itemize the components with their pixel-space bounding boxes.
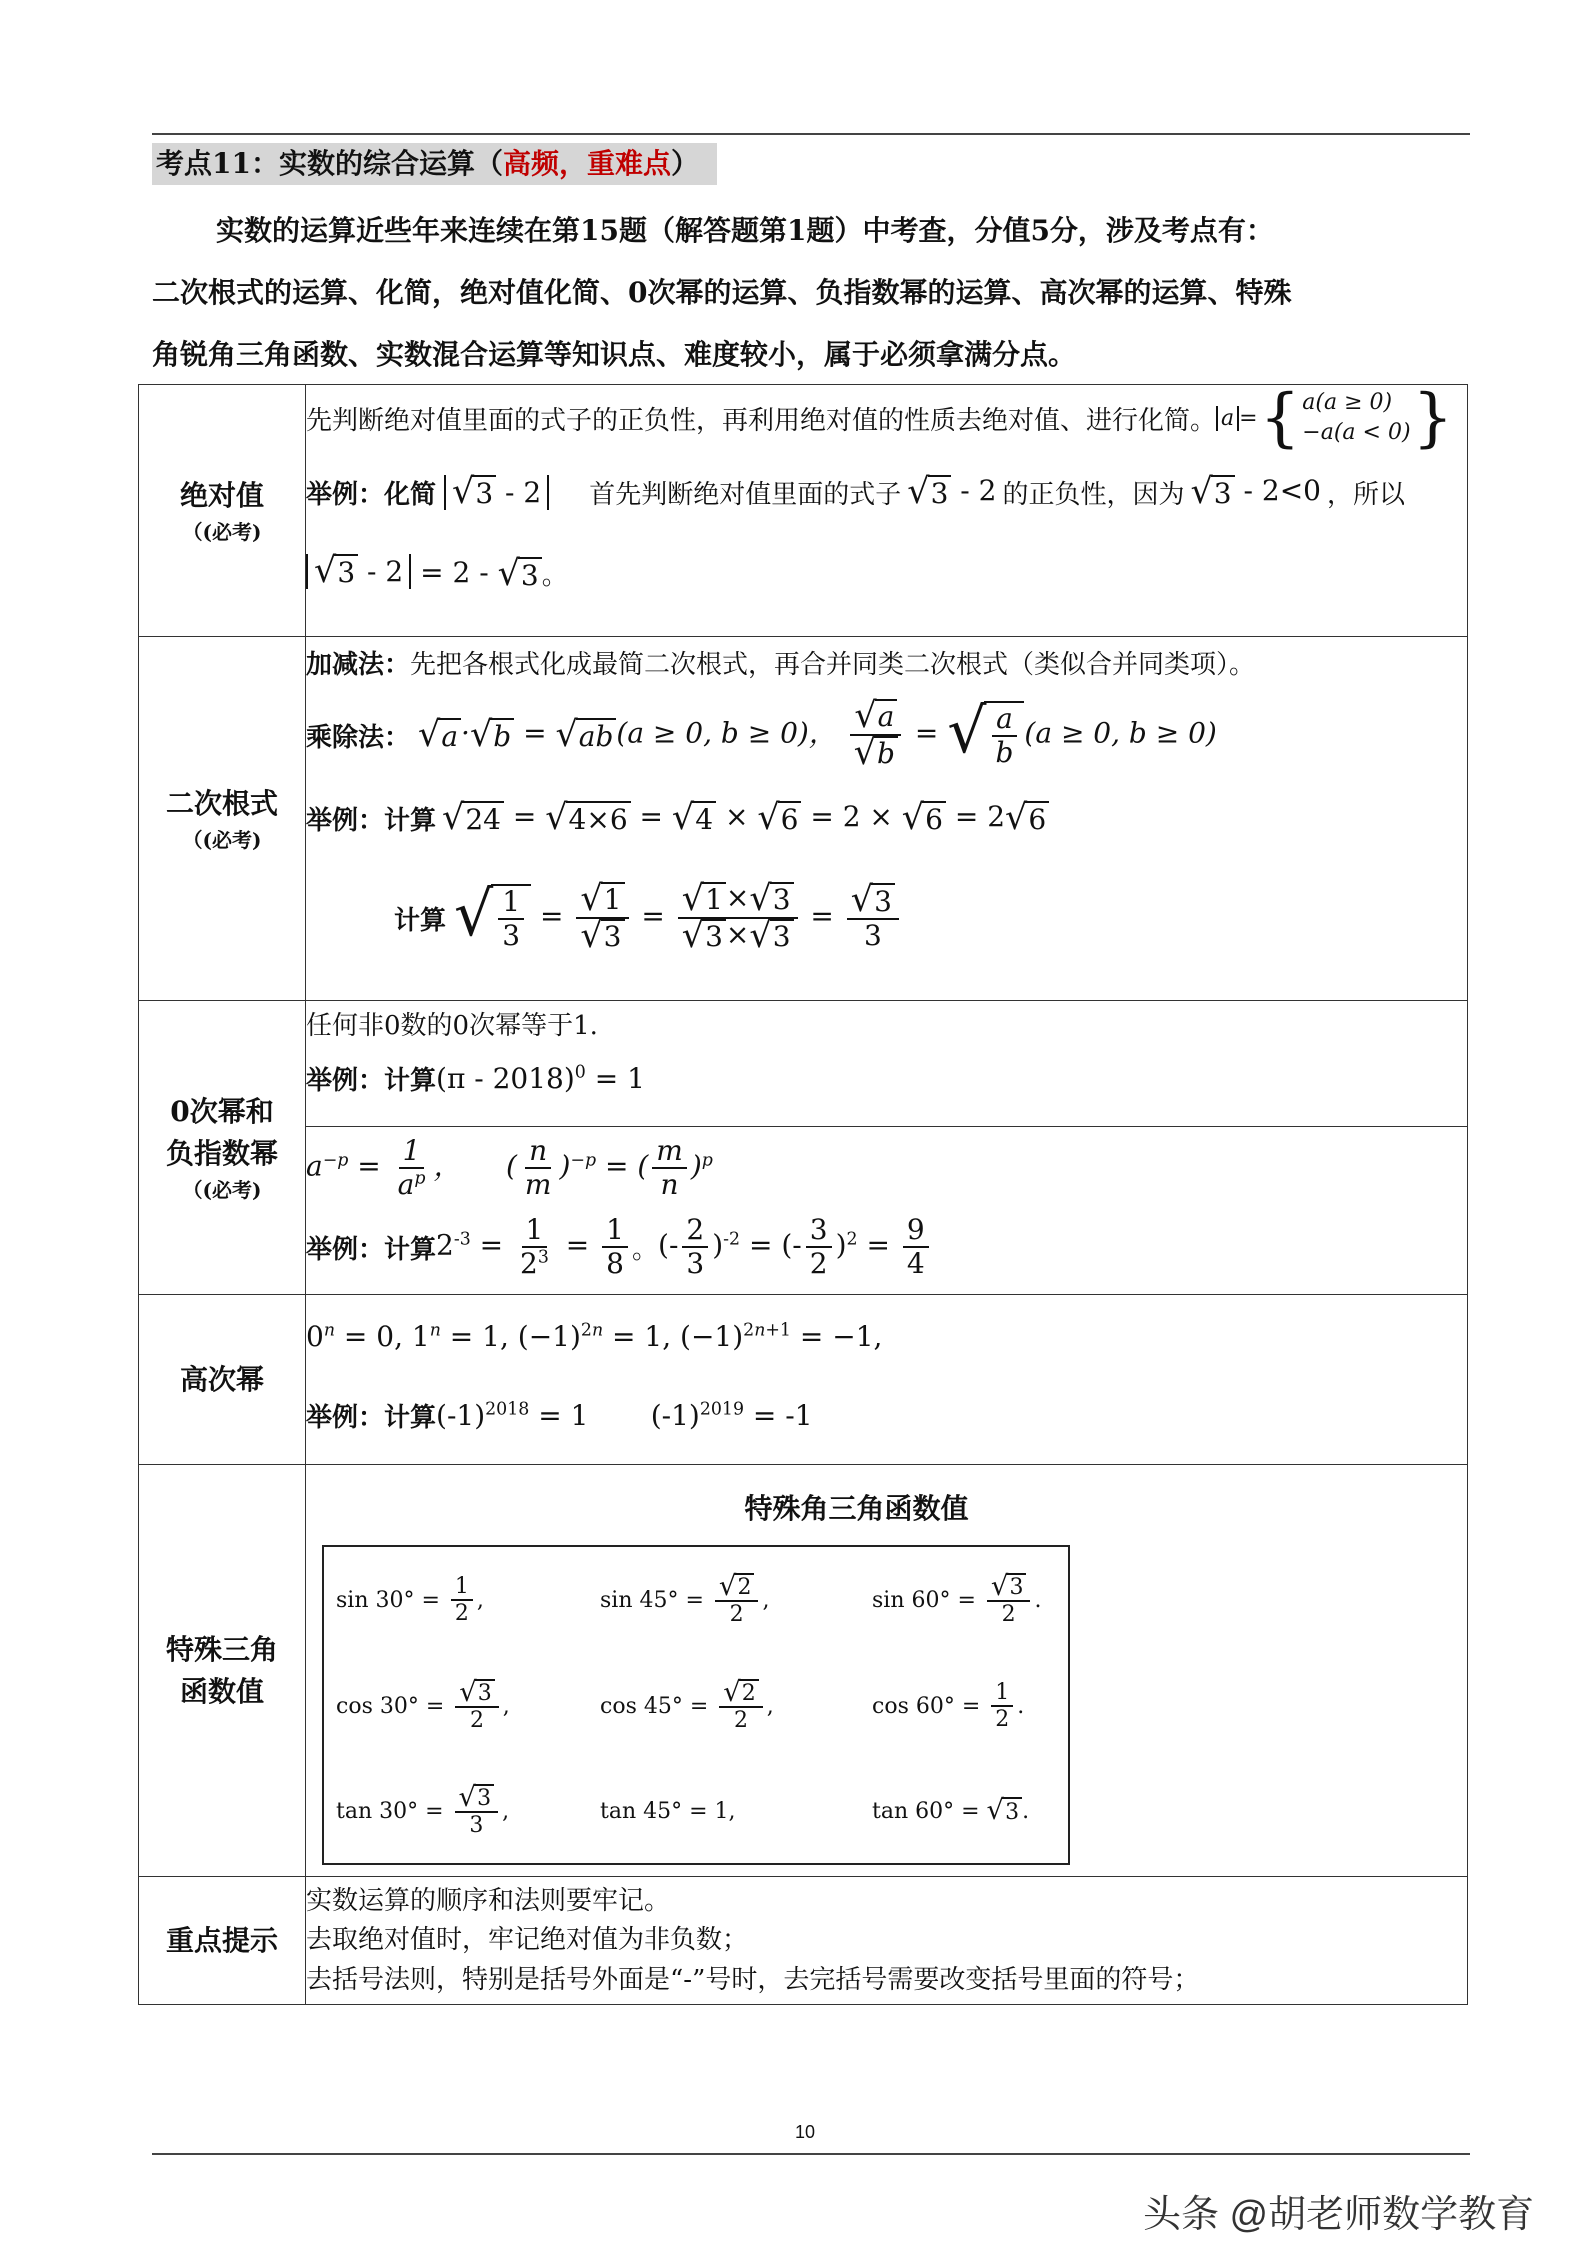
abs-definition-formula: a = { a(a ≥ 0) −a(a < 0) }: [1216, 386, 1455, 450]
row-radicals: [139, 637, 1468, 1001]
radical-example-2: √ $\frac{1}{3}$ = √ 1 √ 3 = √ 1 × √ 3 √ 3 × √ 3 = √ 3 3: [454, 882, 903, 954]
muldiv-formula: √ a · √ b = √ ab (a ≥ 0, b ≥ 0)， √ a √ b = √ $\frac{a}{b}$ (a ≥ 0, b ≥ 0): [418, 694, 1217, 773]
intro-line-3: 角锐角三角函数、实数混合运算等知识点、难度较小，属于必须拿满分点。: [152, 338, 1077, 371]
abs-example-text-3: ，所以: [1326, 479, 1405, 510]
trig-tan30: tan 30° = √ 3 3 ,: [336, 1780, 510, 1839]
row-negative-power: [139, 1127, 1468, 1295]
zero-power-rule: 任何非0数的0次幂等于1.: [306, 1010, 598, 1041]
row-trig-values: [139, 1465, 1468, 1877]
required-tag: （(必考): [182, 827, 262, 852]
trig-cos60: cos 60° = $\frac{1}{2}$ .: [872, 1679, 1025, 1732]
watermark: 头条 @胡老师数学教育: [1143, 2194, 1535, 2236]
content-zero-power: [306, 1001, 1468, 1127]
row-tips: [139, 1877, 1468, 2005]
trig-value-box: [322, 1545, 1070, 1865]
radical-calc-label: 计算: [394, 905, 447, 936]
high-power-rule: $0^n = 0$, $1^n = 1$, $(-1)^{2n} = 1$, $(-1)^{2n+1} = -1$,: [306, 1319, 883, 1353]
required-tag: （(必考): [182, 519, 262, 544]
page-number: 10: [795, 2122, 816, 2142]
high-power-example-expr: $(-1)^{2018} = 1$ $(-1)^{2019} = -1$: [436, 1398, 813, 1432]
intro-paragraph: [152, 200, 1472, 386]
content-absolute-value: 先判断绝对值里面的式子的正负性，再利用绝对值的性质去绝对值、进行化简。 a = { a(a ≥ 0) −a(a < 0) } 举例：化简 √ 3 - 2 首先判断绝对值里面的式子 √ 3 - 2 的正负性，因为 √ 3 - 2<0 ，所以 √ 3 - 2 = 2 - √ 3 。: [306, 385, 1468, 637]
trig-table-title: 特殊角三角函数值: [744, 1492, 969, 1525]
content-trig: [306, 1465, 1468, 1877]
intro-line-2: 二次根式的运算、化简，绝对值化简、0次幂的运算、负指数幂的运算、高次幂的运算、特殊: [152, 276, 1292, 309]
intro-line-1: 实数的运算近些年来连续在第15题（解答题第1题）中考查，分值5分，涉及考点有：: [216, 214, 1274, 247]
neg-example-expr-1: $2^{-3}$ = $\frac{1}{2^3}$ = $\frac{1}{8}$: [436, 1214, 632, 1280]
trig-cos45: cos 45° = √ 2 2 ,: [600, 1675, 774, 1734]
radical-example-label: 举例：计算: [306, 805, 437, 836]
tip-2: 去取绝对值时，牢记绝对值为非负数；: [306, 1924, 749, 1955]
required-tag: （(必考): [182, 1177, 262, 1202]
addsub-text: 先把各根式化成最简二次根式，再合并同类二次根式（类似合并同类项）。: [410, 649, 1256, 680]
abs-example-text-2: 的正负性，因为: [1002, 479, 1185, 510]
addsub-label: 加减法：: [306, 649, 411, 680]
zero-example-label: 举例：计算: [306, 1065, 437, 1096]
trig-sin30: sin 30° = $\frac{1}{2}$ ,: [336, 1573, 484, 1626]
content-radicals: [306, 637, 1468, 1001]
trig-tan60: tan 60° = √ 3 .: [872, 1794, 1030, 1827]
section-heading: [152, 143, 717, 185]
trig-sin60: sin 60° = √ 3 2 .: [872, 1569, 1042, 1628]
content-high-power: [306, 1295, 1468, 1465]
abs-example-expr: √ 3 - 2: [444, 475, 549, 510]
zero-example-expr: (π - 2018)$^0$ = 1: [436, 1061, 645, 1095]
negative-power-formula: $a^{-p}$ = $\frac{1}{a^p}$ ， ( $\frac{n}{m}$ )$^{-p}$ = ( $\frac{m}{n}$ )$^p$: [306, 1133, 713, 1201]
neg-example-expr-2: (- $\frac{2}{3}$ )$^{-2}$ = (- $\frac{3}{2}$ )$^2$ = $\frac{9}{4}$: [658, 1214, 933, 1280]
row-zero-power: [139, 1001, 1468, 1127]
trig-tan45: tan 45° = 1,: [600, 1798, 736, 1824]
trig-cos30: cos 30° = √ 3 2 ,: [336, 1675, 510, 1734]
abs-example-result: √ 3 - 2 = 2 - √ 3: [306, 554, 542, 592]
neg-example-label: 举例：计算: [306, 1234, 437, 1265]
label-radicals: 二次根式 （(必考): [139, 637, 306, 1001]
heading-prefix: 考点11：实数的综合运算（: [156, 147, 503, 180]
tip-3: 去括号法则，特别是括号外面是“-”号时，去完括号需要改变括号里面的符号；: [306, 1964, 1200, 1995]
row-high-power: [139, 1295, 1468, 1465]
trig-sin45: sin 45° = √ 2 2 ,: [600, 1569, 770, 1628]
abs-description: 先判断绝对值里面的式子的正负性，再利用绝对值的性质去绝对值、进行化简。: [306, 405, 1217, 436]
row-absolute-value: [139, 385, 1468, 637]
abs-example-label: 举例：化简: [306, 479, 437, 510]
footer-rule: [152, 2153, 1470, 2155]
high-power-example-label: 举例：计算: [306, 1402, 437, 1433]
header-rule: [152, 133, 1470, 135]
label-powers: 0次幂和 负指数幂 （(必考): [139, 1001, 306, 1295]
heading-suffix: ）: [670, 147, 699, 180]
label-absolute-value: 绝对值 （(必考): [139, 385, 306, 637]
radical-example-1: √ 24 = √ 4×6 = √ 4 × √ 6 = 2 × √ 6 = 2 √ 6: [442, 800, 1049, 836]
label-trig: 特殊三角 函数值: [139, 1465, 306, 1877]
abs-example-text-1: 首先判断绝对值里面的式子: [589, 479, 902, 510]
label-tips: 重点提示: [139, 1877, 306, 2005]
content-negative-power: $a^{-p}$ = $\frac{1}{a^p}$ ， ( $\frac{n}{m}$ )$^{-p}$ = ( $\frac{m}{n}$ )$^p$ 举例：计算 $2^{-3}$ = $\frac{1}{2^3}$ = $\frac{1}{8}$ 。 (- $\frac{2}{3}$ )$^{-2}$ = (- $\frac{3}{2}$ )$^2$ = $\frac{9}{4}$: [306, 1127, 1468, 1295]
content-tips: [306, 1877, 1468, 2005]
topic-table: [138, 381, 1468, 2005]
heading-highlight: 高频，重难点: [502, 147, 671, 180]
tip-1: 实数运算的顺序和法则要牢记。: [306, 1885, 671, 1916]
muldiv-label: 乘除法：: [306, 722, 411, 753]
label-high-power: 高次幂: [139, 1295, 306, 1465]
